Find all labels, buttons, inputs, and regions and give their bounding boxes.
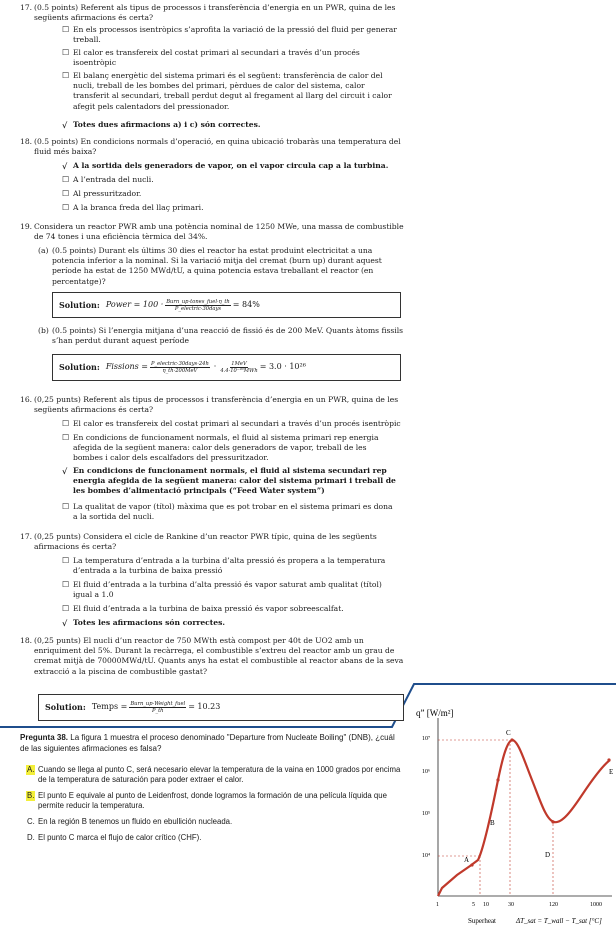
question-number: 18. <box>20 636 33 645</box>
y-tick-label: 10⁶ <box>422 769 431 775</box>
option-18a-c[interactable] <box>62 189 397 199</box>
fraction-denominator: P_electric·30days <box>174 305 222 312</box>
option-text: El punto C marca el flujo de calor crítico (CHF). <box>38 833 202 842</box>
option-letter[interactable]: D. <box>27 833 35 842</box>
checkbox-icon[interactable]: ☐ <box>62 502 70 511</box>
formula-lhs: Fissions = <box>105 362 149 372</box>
option-text: El fluid d’entrada a la turbina d’alta pressió és vapor saturat amb qualitat (títol) igual a 1.0 <box>73 580 382 600</box>
point-label-c: C <box>506 729 511 737</box>
question-18a <box>20 137 410 157</box>
option-17b-c[interactable] <box>62 604 397 614</box>
question-number: 18. <box>20 137 33 146</box>
checkbox-icon[interactable]: ☐ <box>62 71 70 80</box>
curve-point-a <box>470 863 473 866</box>
boiling-curve-figure <box>412 700 616 930</box>
solution-box-19b: Solution: Fissions = $\frac{\text{P\_electric·30days·24h}}{\text{η\_th·200MeV}}$ · $\frac{\text{1MeV}}{\text{4.4·10⁻²⁰MWh}}$ = 3.0 · 10²⁶ <box>52 354 401 381</box>
option-16-d[interactable] <box>62 502 397 522</box>
question-text: (0,25 punts) El nucli d’un reactor de 750 MWth està compost per 40t de UO2 amb un enriquiment del 5%. Durant la recàrrega, el combustible s’extreu del reactor amb un grau de cremat mitjà de 70000MWd/tU. Quants anys ha estat el combustible al reactor abans de la seva extracció a la piscina de combustible gastat? <box>34 636 404 676</box>
subquestion-19a <box>38 246 406 287</box>
question-19 <box>20 222 410 242</box>
subquestion-label: (a) <box>38 246 49 255</box>
option-text: El balanç energètic del sistema primari és el següent: transferència de calor del nucli, treball de les bombes del primari, pèrdues de calor del sistema, calor transferit al secundari, treball perdut degut al fregament al llarg del circuit i calor afegit pels calentadors del pressionador. <box>73 71 392 111</box>
checkbox-icon[interactable]: ☐ <box>62 580 70 589</box>
formula-lhs: Power = 100 · <box>105 299 164 309</box>
question-text: (0.5 points) En condicions normals d’operació, en quina ubicació trobaràs una temperatura del fluid més baixa? <box>34 137 401 157</box>
option-text: El calor es transfereix del costat primari al secundari a través d’un procés isoentròpic <box>73 48 360 68</box>
question-17a <box>20 3 410 23</box>
option-text: Al pressuritzador. <box>73 189 142 198</box>
option-text: A l’entrada del nucli. <box>73 175 154 184</box>
formula-result: = 3.0 · 10²⁶ <box>259 362 306 372</box>
pregunta-38-option-d[interactable] <box>26 833 406 843</box>
option-text: La temperatura d’entrada a la turbina d’alta pressió és propera a la temperatura d’entrada a la turbina de baixa pressió <box>73 556 386 576</box>
curve-point-b <box>496 778 499 781</box>
x-tick-label: 5 <box>472 902 475 908</box>
subquestion-text: (0.5 points) Si l’energia mitjana d’una reacció de fissió és de 200 MeV. Quants àtoms fissils s’han perdut durant aquest període <box>52 326 404 346</box>
checkbox-icon[interactable]: ☐ <box>62 48 70 57</box>
solution-box-19a <box>52 292 401 318</box>
option-16-b[interactable] <box>62 433 397 464</box>
option-text: El fluid d’entrada a la turbina de baixa pressió és vapor sobreescalfat. <box>73 604 344 613</box>
option-17a-b[interactable] <box>62 48 397 68</box>
checkmark-icon[interactable]: √ <box>62 466 68 476</box>
question-text: (0.5 points) Referent als tipus de processos i transferència d’energia en un PWR, quina de les següents afirmacions és certa? <box>34 3 396 23</box>
checkbox-icon[interactable]: ☐ <box>62 203 70 212</box>
question-text: (0,25 punts) Referent als tipus de processos i transferència d’energia en un PWR, quina de les següents afirmacions és certa? <box>34 395 399 415</box>
checkbox-icon[interactable]: ☐ <box>62 419 70 428</box>
option-17a-c[interactable] <box>62 71 397 112</box>
y-axis-label: q” [W/m²] <box>416 708 454 718</box>
x-tick-label: 10 <box>483 902 489 908</box>
checkbox-icon[interactable]: ☐ <box>62 189 70 198</box>
formula-lhs: Temps = <box>91 702 128 712</box>
pregunta-38-option-a[interactable] <box>26 765 406 785</box>
subquestion-text: (0.5 points) Durant els últims 30 dies el reactor ha estat produint electricitat a una potencia inferior a la nominal. Si la variació mitja del cremat (burn up) durant aquest període ha estat de 1250 MWd/tU, a quina potencia estava treballant el reactor (en percentatge)? <box>52 246 382 286</box>
y-tick-label: 10⁵ <box>422 811 431 817</box>
fraction-denominator: 4.4·10⁻²⁰MWh <box>220 368 258 374</box>
curve-point-d <box>551 820 554 823</box>
solution-label: Solution: <box>59 362 100 373</box>
x-tick-label: 1 <box>436 902 439 908</box>
pregunta-38 <box>20 733 405 754</box>
y-tick-label: 10⁴ <box>422 853 431 859</box>
option-17b-d[interactable] <box>62 618 397 628</box>
formula-fraction <box>129 701 186 714</box>
fraction-denominator: η_th·200MeV <box>162 368 198 374</box>
option-letter[interactable]: C. <box>27 817 35 826</box>
question-text: (0,25 punts) Considera el cicle de Rankine d’un reactor PWR típic, quina de les següents afirmacions és certa? <box>34 532 377 552</box>
x-axis-label-equation: ΔT_sat = T_wall − T_sat [°C] <box>516 917 602 925</box>
x-tick-label: 30 <box>508 902 514 908</box>
curve-point-c <box>510 738 513 741</box>
y-tick-label: 10⁷ <box>422 736 431 742</box>
option-17b-a[interactable] <box>62 556 397 576</box>
fraction-numerator: Burn_up·Weight_fuel <box>130 701 186 707</box>
point-label-a: A <box>464 856 470 864</box>
question-number: 17. <box>20 532 33 541</box>
question-number: 16. <box>20 395 33 404</box>
option-text: En condicions de funcionament normals, el fluid al sistema secundari rep energia afegida de la següent manera: calor del sistema primari i treball de les bombes d’alimentació principals (“Feed Water system”) <box>73 466 396 496</box>
x-tick-label: 120 <box>549 902 558 908</box>
formula-result: = 10.23 <box>188 702 221 712</box>
option-18a-d[interactable] <box>62 203 397 213</box>
option-17b-b[interactable] <box>62 580 397 600</box>
question-text: La figura 1 muestra el proceso denominado "Departure from Nucleate Boiling" (DNB), ¿cuál de las siguientes afirmaciones es falsa? <box>20 733 395 753</box>
option-text: En condicions de funcionament normals, el fluid al sistema primari rep energia afegida de la següent manera: calor dels generadors de vapor, treball de les bombes i calor dels escalfadors del pressuritzador. <box>73 433 379 463</box>
option-text: En la región B tenemos un fluido en ebullición nucleada. <box>38 817 233 826</box>
pregunta-38-option-b[interactable] <box>26 791 406 811</box>
checkmark-icon[interactable]: √ <box>62 161 68 171</box>
pregunta-38-option-c[interactable] <box>26 817 406 827</box>
option-text: El punto E equivale al punto de Leidenfrost, donde logramos la formación de una película líquida que permite reducir la temperatura. <box>38 791 387 811</box>
checkbox-icon[interactable]: ☐ <box>62 433 70 442</box>
point-label-d: D <box>545 851 551 859</box>
formula-fraction-1 <box>150 361 210 374</box>
curve-point-e <box>607 758 610 761</box>
fraction-denominator: P_th <box>152 708 164 714</box>
question-label: Pregunta 38. <box>20 733 69 742</box>
option-text: En els processos isentròpics s’aprofita la variació de la pressió del fluid per generar treball. <box>73 25 397 45</box>
option-16-a[interactable] <box>62 419 407 429</box>
option-text: Cuando se llega al punto C, será necesario elevar la temperatura de la vaina en 1000 grados por encima de la temperatura de saturación para poder extraer el calor. <box>38 765 401 785</box>
option-text: El calor es transfereix del costat primari al secundari a través d’un procés isentròpic <box>73 419 401 428</box>
guide-lines <box>438 740 553 896</box>
solution-box-18b <box>38 694 404 721</box>
fraction-numerator: P_electric·30days·24h <box>151 361 209 367</box>
option-18a-b[interactable] <box>62 175 397 185</box>
option-18a-a[interactable] <box>62 161 407 171</box>
option-text: Totes dues afirmacions a) i c) són correctes. <box>73 120 261 129</box>
checkbox-icon[interactable]: ☐ <box>62 25 70 34</box>
option-17a-a[interactable] <box>62 25 397 45</box>
checkmark-icon[interactable]: √ <box>62 120 68 130</box>
question-17b <box>20 532 410 552</box>
option-16-c[interactable] <box>62 466 407 497</box>
question-number: 19. <box>20 222 33 231</box>
fraction-numerator: 1MeV <box>231 361 247 367</box>
point-label-b: B <box>490 819 495 827</box>
subquestion-label: (b) <box>38 326 49 335</box>
checkbox-icon[interactable]: ☐ <box>62 604 70 613</box>
solution-label: Solution: <box>59 299 100 310</box>
option-17a-d[interactable] <box>62 120 397 130</box>
fraction-numerator: Burn_up·tones_fuel·η_th <box>166 298 230 305</box>
checkbox-icon[interactable]: ☐ <box>62 175 70 184</box>
question-text: Considera un reactor PWR amb una potència nominal de 1250 MWe, una massa de combustible de 74 tones i una eficiència tèrmica del 34%. <box>34 222 404 242</box>
option-text: La qualitat de vapor (títol) màxima que es pot trobar en el sistema primari es dona a la sortida del nucli. <box>73 502 393 522</box>
question-16 <box>20 395 410 415</box>
question-number: 17. <box>20 3 33 12</box>
x-axis-label-prefix: Superheat <box>468 917 496 925</box>
x-tick-label: 1000 <box>590 902 602 908</box>
option-text: A la branca freda del llaç primari. <box>73 203 204 212</box>
formula-fraction-2 <box>220 361 257 374</box>
checkmark-icon[interactable]: √ <box>62 618 68 628</box>
formula-fraction <box>165 299 231 312</box>
point-label-e: E <box>609 768 614 776</box>
option-letter[interactable]: A. <box>27 765 35 774</box>
question-18b <box>20 636 410 677</box>
option-text: Totes les afirmacions són correctes. <box>73 618 226 627</box>
option-letter[interactable]: B. <box>27 791 35 800</box>
checkbox-icon[interactable]: ☐ <box>62 556 70 565</box>
solution-label: Solution: <box>45 702 86 713</box>
option-text: A la sortida dels generadors de vapor, on el vapor circula cap a la turbina. <box>73 161 389 170</box>
subquestion-19b <box>38 326 406 346</box>
boiling-curve-line <box>438 740 610 896</box>
formula-result: = 84% <box>232 299 260 309</box>
